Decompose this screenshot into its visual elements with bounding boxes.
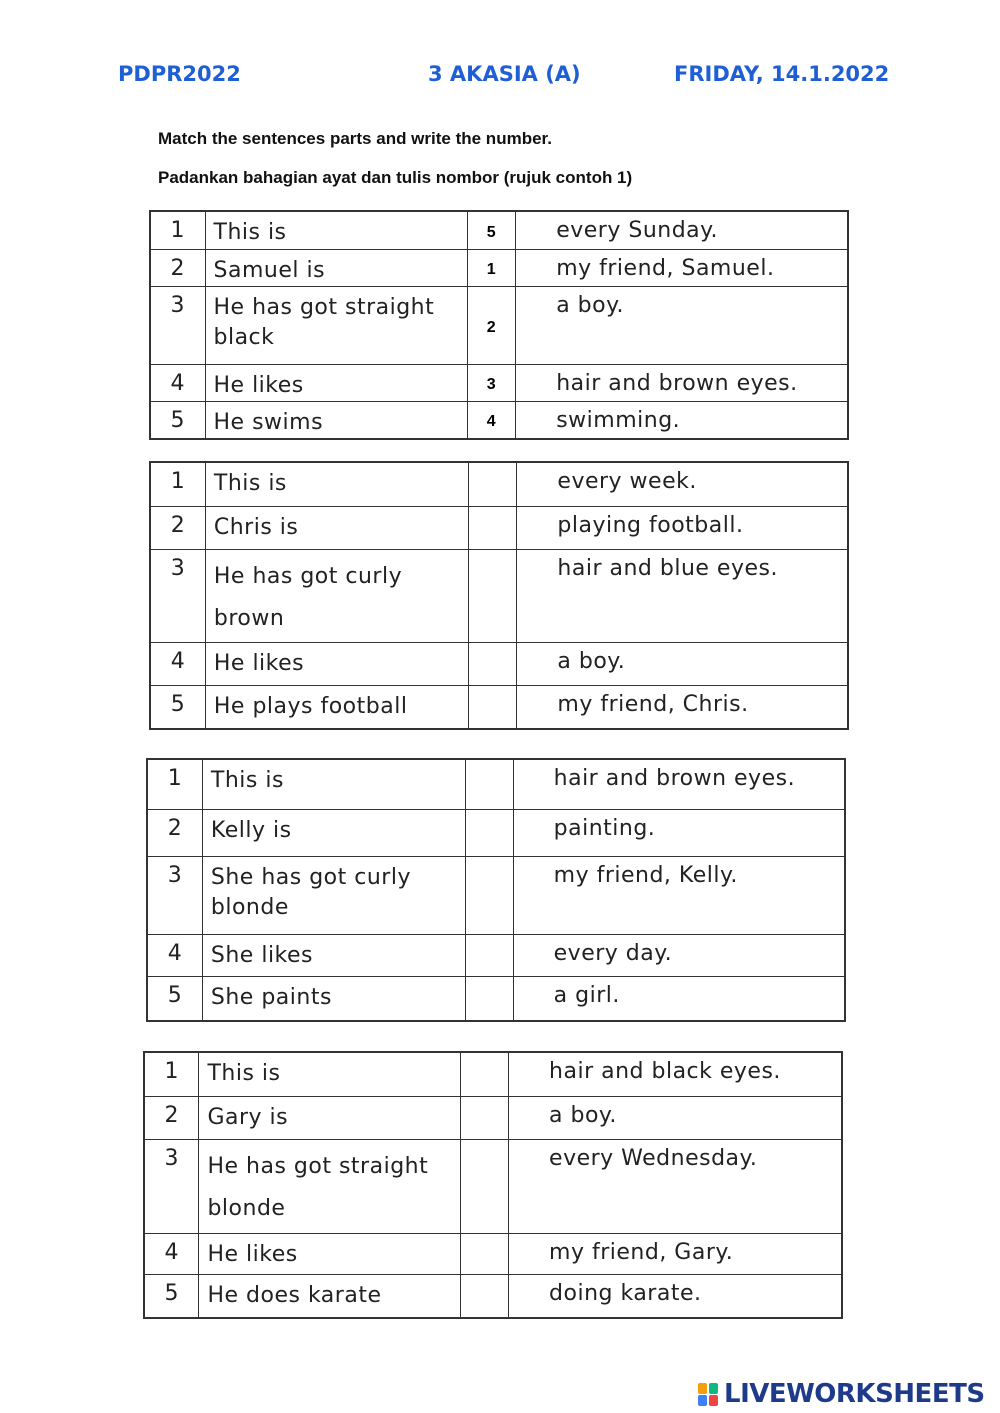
sentence-end: a boy. xyxy=(516,286,848,364)
sentence-start: He likes xyxy=(205,642,468,685)
answer-box[interactable] xyxy=(467,286,516,364)
answer-box[interactable] xyxy=(467,211,516,249)
answer-box[interactable] xyxy=(467,249,516,286)
sentence-end: a girl. xyxy=(513,976,845,1021)
sentence-start: He likes xyxy=(199,1233,461,1274)
table-row xyxy=(147,856,845,934)
sentence-end: doing karate. xyxy=(509,1274,842,1318)
table-row xyxy=(144,1096,842,1139)
row-number: 3 xyxy=(144,1139,199,1233)
sentence-end: every week. xyxy=(517,462,848,506)
sentence-end: my friend, Chris. xyxy=(517,685,848,729)
answer-box[interactable] xyxy=(469,506,517,549)
table-row xyxy=(147,809,845,856)
answer-box[interactable] xyxy=(461,1139,509,1233)
row-number: 4 xyxy=(150,364,205,401)
row-number: 2 xyxy=(150,249,205,286)
sentence-start: He does karate xyxy=(199,1274,461,1318)
sentence-end: every day. xyxy=(513,934,845,976)
sentence-start: He has got straight blonde xyxy=(199,1139,461,1233)
row-number: 4 xyxy=(144,1233,199,1274)
answer-value: 4 xyxy=(486,413,497,430)
instruction-malay: Padankan bahagian ayat dan tulis nombor (rujuk contoh 1) xyxy=(158,168,633,187)
sentence-start: He has got straight black xyxy=(205,286,467,364)
table-row xyxy=(150,286,848,364)
matching-table-1 xyxy=(149,210,849,440)
sentence-start: He swims xyxy=(205,401,467,439)
row-number: 1 xyxy=(144,1052,199,1096)
answer-box[interactable] xyxy=(461,1233,509,1274)
sentence-start: She paints xyxy=(202,976,465,1021)
answer-value: 5 xyxy=(486,223,497,241)
sentence-start: He has got curly brown xyxy=(205,549,468,642)
sentence-end: my friend, Gary. xyxy=(509,1233,842,1274)
table-row xyxy=(150,506,848,549)
table-row xyxy=(144,1139,842,1233)
sentence-end: my friend, Kelly. xyxy=(513,856,845,934)
row-number: 4 xyxy=(147,934,202,976)
answer-box[interactable] xyxy=(465,856,513,934)
sentence-end: hair and blue eyes. xyxy=(517,549,848,642)
sentence-start: This is xyxy=(205,211,467,249)
sentence-start: This is xyxy=(199,1052,461,1096)
sentence-end: a boy. xyxy=(517,642,848,685)
sentence-start: Samuel is xyxy=(205,249,467,286)
header-class-code: PDPR2022 xyxy=(118,62,241,86)
sentence-start: This is xyxy=(202,759,465,809)
sentence-end: every Wednesday. xyxy=(509,1139,842,1233)
answer-box[interactable] xyxy=(461,1274,509,1318)
sentence-end: swimming. xyxy=(516,401,848,439)
sentence-end: every Sunday. xyxy=(516,211,848,249)
table-row xyxy=(150,249,848,286)
row-number: 3 xyxy=(150,286,205,364)
sentence-end: painting. xyxy=(513,809,845,856)
header-date: FRIDAY, 14.1.2022 xyxy=(674,62,890,86)
answer-box[interactable] xyxy=(461,1096,509,1139)
sentence-end: my friend, Samuel. xyxy=(516,249,848,286)
row-number: 1 xyxy=(150,462,205,506)
table-row xyxy=(147,976,845,1021)
answer-box[interactable] xyxy=(469,549,517,642)
answer-value: 3 xyxy=(486,376,497,393)
logo-mark-icon xyxy=(698,1381,720,1407)
row-number: 4 xyxy=(150,642,205,685)
row-number: 3 xyxy=(147,856,202,934)
row-number: 5 xyxy=(150,401,205,439)
table-row xyxy=(150,364,848,401)
sentence-start: She likes xyxy=(202,934,465,976)
row-number: 5 xyxy=(144,1274,199,1318)
table-row xyxy=(147,759,845,809)
sentence-start: Gary is xyxy=(199,1096,461,1139)
sentence-start: He plays football xyxy=(205,685,468,729)
table-row xyxy=(150,685,848,729)
sentence-start: He likes xyxy=(205,364,467,401)
sentence-start: Chris is xyxy=(205,506,468,549)
answer-box[interactable] xyxy=(461,1052,509,1096)
table-row xyxy=(150,549,848,642)
header-class-name: 3 AKASIA (A) xyxy=(428,62,581,86)
row-number: 5 xyxy=(147,976,202,1021)
row-number: 2 xyxy=(144,1096,199,1139)
answer-box[interactable] xyxy=(467,364,516,401)
answer-box[interactable] xyxy=(469,462,517,506)
answer-box[interactable] xyxy=(469,642,517,685)
answer-value: 1 xyxy=(486,261,497,278)
answer-box[interactable] xyxy=(467,401,516,439)
sentence-start: She has got curly blonde xyxy=(202,856,465,934)
sentence-end: a boy. xyxy=(509,1096,842,1139)
table-row xyxy=(144,1052,842,1096)
instruction-english: Match the sentences parts and write the number. xyxy=(158,129,552,148)
table-row xyxy=(150,642,848,685)
sentence-end: hair and black eyes. xyxy=(509,1052,842,1096)
sentence-end: hair and brown eyes. xyxy=(513,759,845,809)
answer-box[interactable] xyxy=(469,685,517,729)
sentence-start: This is xyxy=(205,462,468,506)
table-row xyxy=(147,934,845,976)
sentence-end: hair and brown eyes. xyxy=(516,364,848,401)
row-number: 5 xyxy=(150,685,205,729)
answer-box[interactable] xyxy=(465,934,513,976)
answer-value: 2 xyxy=(486,318,497,336)
table-row xyxy=(150,211,848,249)
row-number: 1 xyxy=(150,211,205,249)
matching-table-3 xyxy=(146,758,846,1022)
liveworksheets-logo[interactable] xyxy=(698,1376,985,1412)
matching-table-4 xyxy=(143,1051,843,1319)
table-row xyxy=(150,462,848,506)
row-number: 1 xyxy=(147,759,202,809)
row-number: 2 xyxy=(150,506,205,549)
logo-text: LIVEWORKSHEETS xyxy=(724,1379,985,1409)
matching-table-2 xyxy=(149,461,849,730)
answer-box[interactable] xyxy=(465,976,513,1021)
sentence-start: Kelly is xyxy=(202,809,465,856)
table-row xyxy=(144,1233,842,1274)
table-row xyxy=(150,401,848,439)
table-row xyxy=(144,1274,842,1318)
answer-box[interactable] xyxy=(465,809,513,856)
sentence-end: playing football. xyxy=(517,506,848,549)
row-number: 3 xyxy=(150,549,205,642)
row-number: 2 xyxy=(147,809,202,856)
answer-box[interactable] xyxy=(465,759,513,809)
